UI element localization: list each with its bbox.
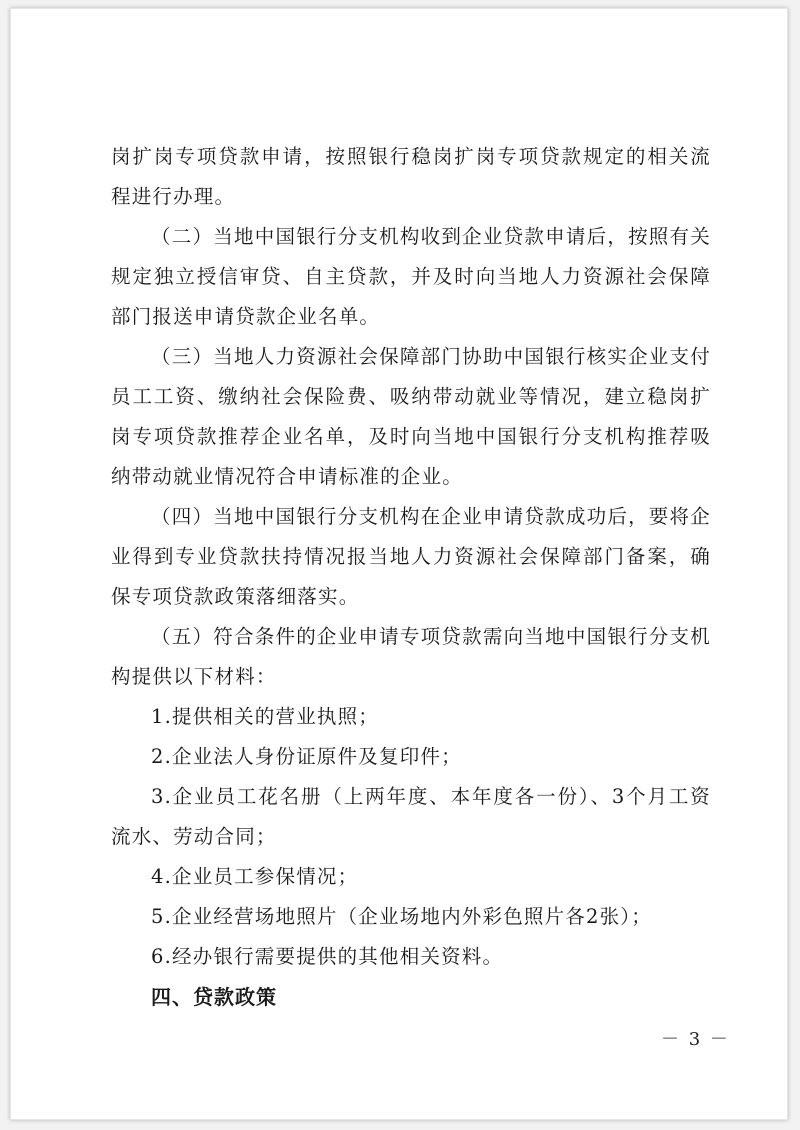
paragraph-item-4: （四）当地中国银行分支机构在企业申请贷款成功后，要将企业得到专业贷款扶持情况报当地人力资源社会保障部门备案，确保专项贷款政策落细落实。 xyxy=(111,505,711,608)
paragraph-continuation: 岗扩岗专项贷款申请，按照银行稳岗扩岗专项贷款规定的相关流程进行办理。 xyxy=(111,145,711,208)
document-page xyxy=(10,8,788,1120)
material-list-item-5: 5.企业经营场地照片（企业场地内外彩色照片各2张）； xyxy=(151,905,652,928)
page-number: － 3 － xyxy=(661,1029,730,1050)
material-list-item-6: 6.经办银行需要提供的其他相关资料。 xyxy=(151,945,504,968)
document-body xyxy=(111,137,711,1017)
material-list-item-2: 2.企业法人身份证原件及复印件； xyxy=(151,745,462,768)
section-heading: 四、贷款政策 xyxy=(151,985,277,1009)
paragraph-item-2: （二）当地中国银行分支机构收到企业贷款申请后，按照有关规定独立授信审贷、自主贷款，并及时向当地人力资源社会保障部门报送申请贷款企业名单。 xyxy=(111,225,711,328)
material-list-item-3: 3.企业员工花名册（上两年度、本年度各一份）、3个月工资流水、劳动合同； xyxy=(111,785,711,848)
paragraph-item-5: （五）符合条件的企业申请专项贷款需向当地中国银行分支机构提供以下材料： xyxy=(111,625,711,688)
material-list-item-1: 1.提供相关的营业执照； xyxy=(151,705,380,728)
material-list-item-4: 4.企业员工参保情况； xyxy=(151,865,359,888)
paragraph-item-3: （三）当地人力资源社会保障部门协助中国银行核实企业支付员工工资、缴纳社会保险费、吸纳带动就业等情况，建立稳岗扩岗专项贷款推荐企业名单，及时向当地中国银行分支机构推荐吸纳带动就业情况符合申请标准的企业。 xyxy=(111,345,711,488)
